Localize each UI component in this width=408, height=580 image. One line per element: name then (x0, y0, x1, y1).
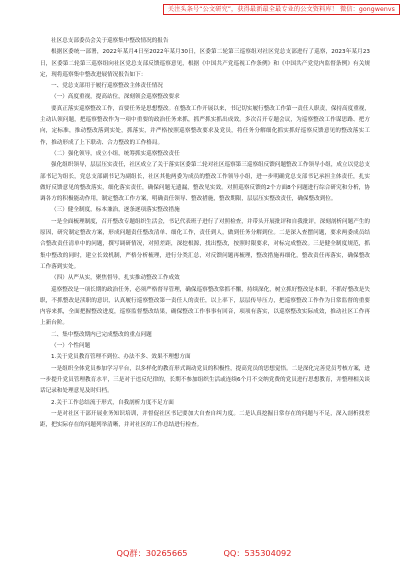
report-title: 社区总支部委员会关于巡察集中整改情况的报告 (51, 38, 169, 44)
section-heading-2: 二、集中整改期内已完成整改的重点问题 (51, 331, 152, 338)
body-paragraph: 一是组织全体党员参加学习平台，以多样化的教育形式调动党员的积极性，提高党员的思想觉悟。二是深化完善党员考核方案，进一步提升党员管理教育水平，三是对于违反纪律的，长期不参加组织生活或连续6个月不交纳党费的党员进行思想教育，并整理相关谈话记录和处理意见及时归档。 (40, 365, 370, 395)
body-paragraph: 一是对社区干部开展业务知识培训，并督促社区书记要加大自查自纠力度。二是认真挖掘日常存在的问题与不足，深入剖析找差距，把实际存在的问题列举清晰，并对社区的工作总结进行检查。 (40, 410, 370, 429)
body-paragraph: 强化组织领导，层层压实责任，社区成立了关于落实区委第二轮对社区巡察第三巡察组反馈问题整改工作领导小组，成立以党总支部书记为组长，党总支部副书记为副组长，社区其他两委为成员的整改工作领导小组，进一步明确党总支部书记承担主体责任，扎实做好反馈意见的整改落实，细化落实责任，确保问题无遗漏，整改见实效。对照巡察反馈的2个方面8个问题进行综合研究和分析，协调各方的积极能动作用，制定整改工作方案，明确责任领导、整改措施，整改期限，层层压实整改责任，确保整改到位。 (40, 162, 370, 203)
body-paragraph: 要真正落实巡察整改工作，首要任务是思想整改。在整改工作开展以来，书记切实履行整改工作第一责任人职责，保持高度重视，主动认领问题，把巡察整改作为一项中重要的政治任务来抓，抓严抓实抓出成效。多次召开专题会议，为巡察整改工作谋思路、把方向，定标准，推动整改落到实处，抓落实，并严格按照巡察整改要求及党员，将任务分解细化抓实抓好巡察反馈意见的整改落实工作，推动形成了上下联动、合力整改的工作格局。 (40, 105, 370, 146)
body-paragraph: 巡察整改是一项长期的政治任务，必须严格督导管理，确保巡察整改常抓不懈，持续深化，树立抓好整改是本职，不抓好整改是失职，不抓整改是渎职的意识，认真履行巡察整改第一责任人的责任，以上率下，层层传导压力，把巡察整改工作作为日常监督的重要内容来抓，全面把握整改进度，巡察监督整改结果，确保整改工作事事有回音，项项有落实，以巡察整改实际成效，推动社区工作再上新台阶。 (40, 286, 370, 327)
subheading-4: （四）从严从实，聚焦督导，扎实推动整改工作成效 (51, 275, 180, 282)
footer-qq: QQ：535304092 (223, 548, 292, 558)
top-banner (0, 0, 408, 30)
section-heading-1: 一、党总支部用于履行巡察整改主体责任情况 (51, 83, 163, 90)
subheading-1: （一）高度重视，提高站位，深刻领会巡察整改要求 (51, 94, 180, 101)
subheading-individual-issues: （一）个性问题 (51, 343, 91, 350)
issue-heading-1: 1.关于党员教育管理不到位、办法不多、效果不理想方面 (51, 354, 191, 361)
promo-banner-text: 关注头条号“公文研究”，获得最新最全最专业的公文资料库！ 微信：gongwenvs (163, 4, 400, 15)
footer-contact (0, 546, 408, 560)
subheading-2: （二）强化领导，成立小组，统筹抓实巡察整改责任 (51, 150, 180, 157)
body-paragraph: 一是全面梳理制度，召开整改专题组织生活会，书记代表班子进行了对照检查，并带头开展批评和自我批评，深刻剖析问题产生的原因，研究制定整改方案，形成问题责任整改清单、细化工作，责任到人，做到任务分解到位。二是深入查摆问题，要求两委成员结合整改责任清单中的问题，撰写调研情况，对照差距，深挖根源，找出整改，按照时限要求，对标完成整改。三是健全制度规范，抓集中整改的同时，建立长效机制，严格分析梳理，进行分类汇总，对反馈问题再梳理，整改措施再细化，整改责任再落实，确保整改工作落到实处。 (40, 218, 370, 270)
intro-paragraph: 根据区委统一部署，2022年某月4日至2022年某月30日，区委第二轮第三巡察组对社区党总支部进行了巡察，2023年某月23日，区委第二轮第三巡察组向社区党总支部反馈巡察意见，根据《中国共产党巡视工作条例》和《中国共产党党内监督条例》有关规定，现将巡察集中整改进展情况报告如下： (40, 49, 370, 78)
issue-heading-2: 2.关于工作总结流于形式，自我剖析力度不足方面 (51, 399, 174, 406)
document-body (40, 36, 370, 431)
subheading-3: （三）健全制度，标本兼治，逐条逐项落实整改措施 (51, 207, 180, 214)
footer-qq-group: QQ群：30265665 (116, 548, 188, 558)
